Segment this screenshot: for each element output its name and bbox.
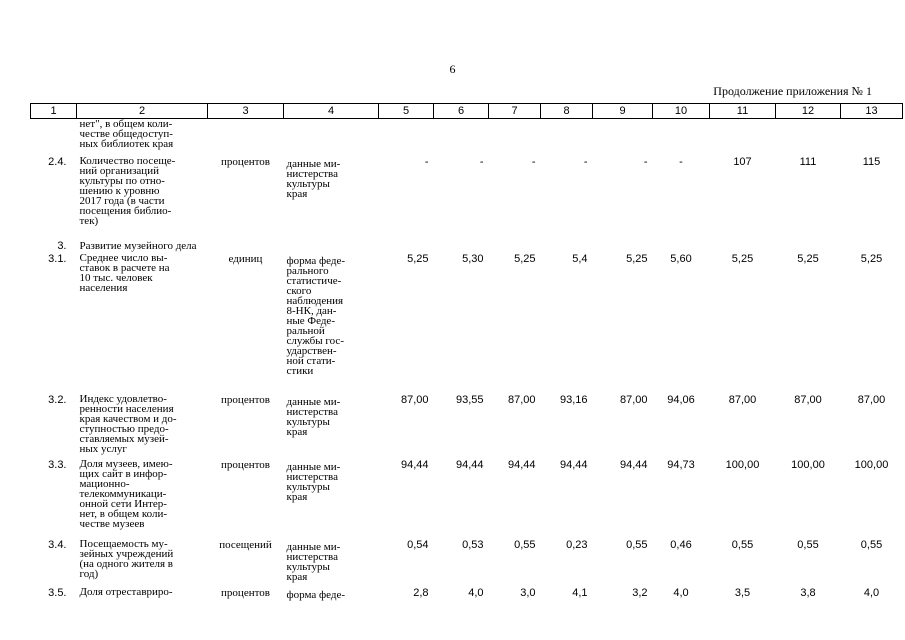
value-cell-col-8: 94,44 [559, 458, 588, 471]
row-index: 3.3. [48, 458, 67, 471]
data-source: данные ми- нистерства культуры края [286, 395, 341, 438]
value-cell-col-6: - [479, 155, 484, 168]
unit-of-measure: процентов [221, 393, 270, 406]
value-cell-col-7: 3,0 [520, 586, 536, 599]
row-index: 3.4. [48, 538, 67, 551]
unit-of-measure: процентов [221, 155, 270, 168]
table-row [31, 253, 903, 394]
value-cell-col-7: 94,44 [507, 458, 536, 471]
row-index: 3.5. [48, 586, 67, 599]
unit-of-measure: процентов [221, 458, 270, 471]
column-header-5: 5 [379, 104, 434, 119]
row-index: 3.2. [48, 393, 67, 406]
column-header-1: 1 [31, 104, 77, 119]
table-row [31, 459, 903, 539]
value-cell-col-13: 4,0 [863, 586, 880, 599]
indicator-name: Количество посеще- ний организаций культуры по отно- шению к уровню 2017 года (в части посещения библио- тек) [79, 154, 176, 227]
value-cell-col-5: 94,44 [400, 458, 429, 471]
value-cell-col-5: 2,8 [413, 586, 429, 599]
indicator-name: Доля отреставриро- [79, 585, 173, 598]
unit-of-measure [208, 119, 284, 156]
indicator-name: Среднее число вы- ставок в расчете на 10 тыс. человек населения [79, 251, 170, 294]
value-cell-col-6 [434, 119, 489, 156]
value-cell-col-5: 5,25 [407, 252, 429, 265]
indicators-table [30, 103, 903, 607]
column-header-10: 10 [653, 104, 710, 119]
value-cell-col-11 [710, 119, 776, 156]
indicator-name: Индекс удовлетво- ренности населения края качеством и до- ступностью предо- ставляемых музей- ных услуг [79, 392, 177, 455]
value-cell-col-5: - [424, 155, 429, 168]
value-cell-col-12: 0,55 [797, 538, 819, 551]
indicator-name: Посещаемость му- зейных учреждений (на одного жителя в год) [79, 537, 174, 580]
value-cell-col-13: 0,55 [860, 538, 883, 551]
value-cell-col-9: 87,00 [619, 393, 648, 406]
value-cell-col-10: 94,73 [667, 458, 695, 471]
column-header-9: 9 [593, 104, 653, 119]
indicator-name: Доля музеев, имею- щих сайт в инфор- мационно- телекоммуникаци- онной сети Интер- нет, в общем коли- честве музеев [79, 457, 173, 530]
table-row [31, 539, 903, 587]
value-cell-col-7: 87,00 [507, 393, 536, 406]
value-cell-col-9: - [643, 155, 648, 168]
value-cell-col-6: 5,30 [462, 252, 484, 265]
page-number: 6 [449, 62, 456, 76]
row-index: 3. [57, 239, 67, 252]
value-cell-col-6: 93,55 [455, 393, 484, 406]
data-source: форма феде- [286, 588, 345, 601]
table-row [31, 394, 903, 459]
unit-of-measure: процентов [221, 586, 270, 599]
section-title: Развитие музейного дела [79, 239, 197, 252]
column-header-6: 6 [434, 104, 489, 119]
row-index: 3.1. [48, 252, 67, 265]
value-cell-col-8: - [583, 155, 588, 168]
data-source: данные ми- нистерства культуры края [286, 460, 341, 503]
value-cell-col-12: 5,25 [797, 252, 819, 265]
column-header-4: 4 [284, 104, 379, 119]
value-cell-col-9: 94,44 [619, 458, 648, 471]
value-cell-col-13: 5,25 [860, 252, 883, 265]
table-row [31, 238, 903, 253]
value-cell-col-13: 115 [862, 155, 881, 168]
value-cell-col-11: 107 [733, 155, 752, 168]
value-cell-col-6: 0,53 [462, 538, 484, 551]
row-index [31, 119, 77, 156]
value-cell-col-9: 3,2 [632, 586, 648, 599]
column-header-11: 11 [710, 104, 776, 119]
value-cell-col-11: 100,00 [725, 458, 760, 471]
value-cell-col-9: 5,25 [626, 252, 648, 265]
column-header-12: 12 [776, 104, 841, 119]
value-cell-col-13 [841, 119, 903, 156]
column-header-3: 3 [208, 104, 284, 119]
unit-of-measure: посещений [219, 538, 272, 551]
continuation-title: Продолжение приложения № 1 [713, 84, 872, 98]
column-header-13: 13 [841, 104, 903, 119]
unit-of-measure: единиц [228, 252, 263, 265]
value-cell-col-12: 3,8 [800, 586, 816, 599]
value-cell-col-7: 5,25 [514, 252, 536, 265]
value-cell-col-7: 0,55 [514, 538, 536, 551]
table-row [31, 119, 903, 156]
value-cell-col-8 [541, 119, 593, 156]
column-header-7: 7 [489, 104, 541, 119]
value-cell-col-10: 4,0 [673, 586, 689, 599]
value-cell-col-6: 4,0 [468, 586, 484, 599]
value-cell-col-5 [379, 119, 434, 156]
value-cell-col-11: 87,00 [728, 393, 757, 406]
value-cell-col-12: 111 [799, 155, 817, 168]
value-cell-col-10: - [679, 155, 683, 168]
value-cell-col-12: 87,00 [794, 393, 822, 406]
column-header-8: 8 [541, 104, 593, 119]
value-cell-col-7: - [531, 155, 536, 168]
value-cell-col-5: 87,00 [400, 393, 429, 406]
value-cell-col-11: 5,25 [731, 252, 754, 265]
value-cell-col-7 [489, 119, 541, 156]
value-cell-col-6: 94,44 [455, 458, 484, 471]
value-cell-col-12 [776, 119, 841, 156]
value-cell-col-10: 94,06 [667, 393, 695, 406]
value-cell-col-10 [653, 119, 710, 156]
value-cell-col-13: 100,00 [854, 458, 889, 471]
column-header-row [31, 104, 903, 119]
data-source: данные ми- нистерства культуры края [286, 540, 341, 583]
data-source: форма феде- рального статистиче- ского наблюдения 8-НК, дан- ные Феде- ральной службы гос- ударствен- ной стати- стики [286, 254, 345, 377]
value-cell-col-8: 93,16 [559, 393, 588, 406]
row-index: 2.4. [48, 155, 67, 168]
column-header-2: 2 [77, 104, 208, 119]
value-cell-col-8: 0,23 [566, 538, 588, 551]
value-cell-col-8: 4,1 [572, 586, 588, 599]
value-cell-col-5: 0,54 [407, 538, 429, 551]
indicator-name: нет", в общем коли- честве общедоступ- ных библиотек края [79, 118, 174, 150]
value-cell-col-11: 3,5 [734, 586, 751, 599]
value-cell-col-8: 5,4 [572, 252, 588, 265]
value-cell-col-11: 0,55 [731, 538, 754, 551]
value-cell-col-9: 0,55 [626, 538, 648, 551]
value-cell-col-13: 87,00 [857, 393, 886, 406]
value-cell-col-10: 0,46 [670, 538, 692, 551]
data-source: данные ми- нистерства культуры края [286, 157, 341, 200]
value-cell-col-12: 100,00 [791, 458, 825, 471]
table-row [31, 587, 903, 607]
value-cell-col-10: 5,60 [670, 252, 692, 265]
value-cell-col-9 [593, 119, 653, 156]
data-source [284, 119, 379, 156]
table-row [31, 156, 903, 238]
